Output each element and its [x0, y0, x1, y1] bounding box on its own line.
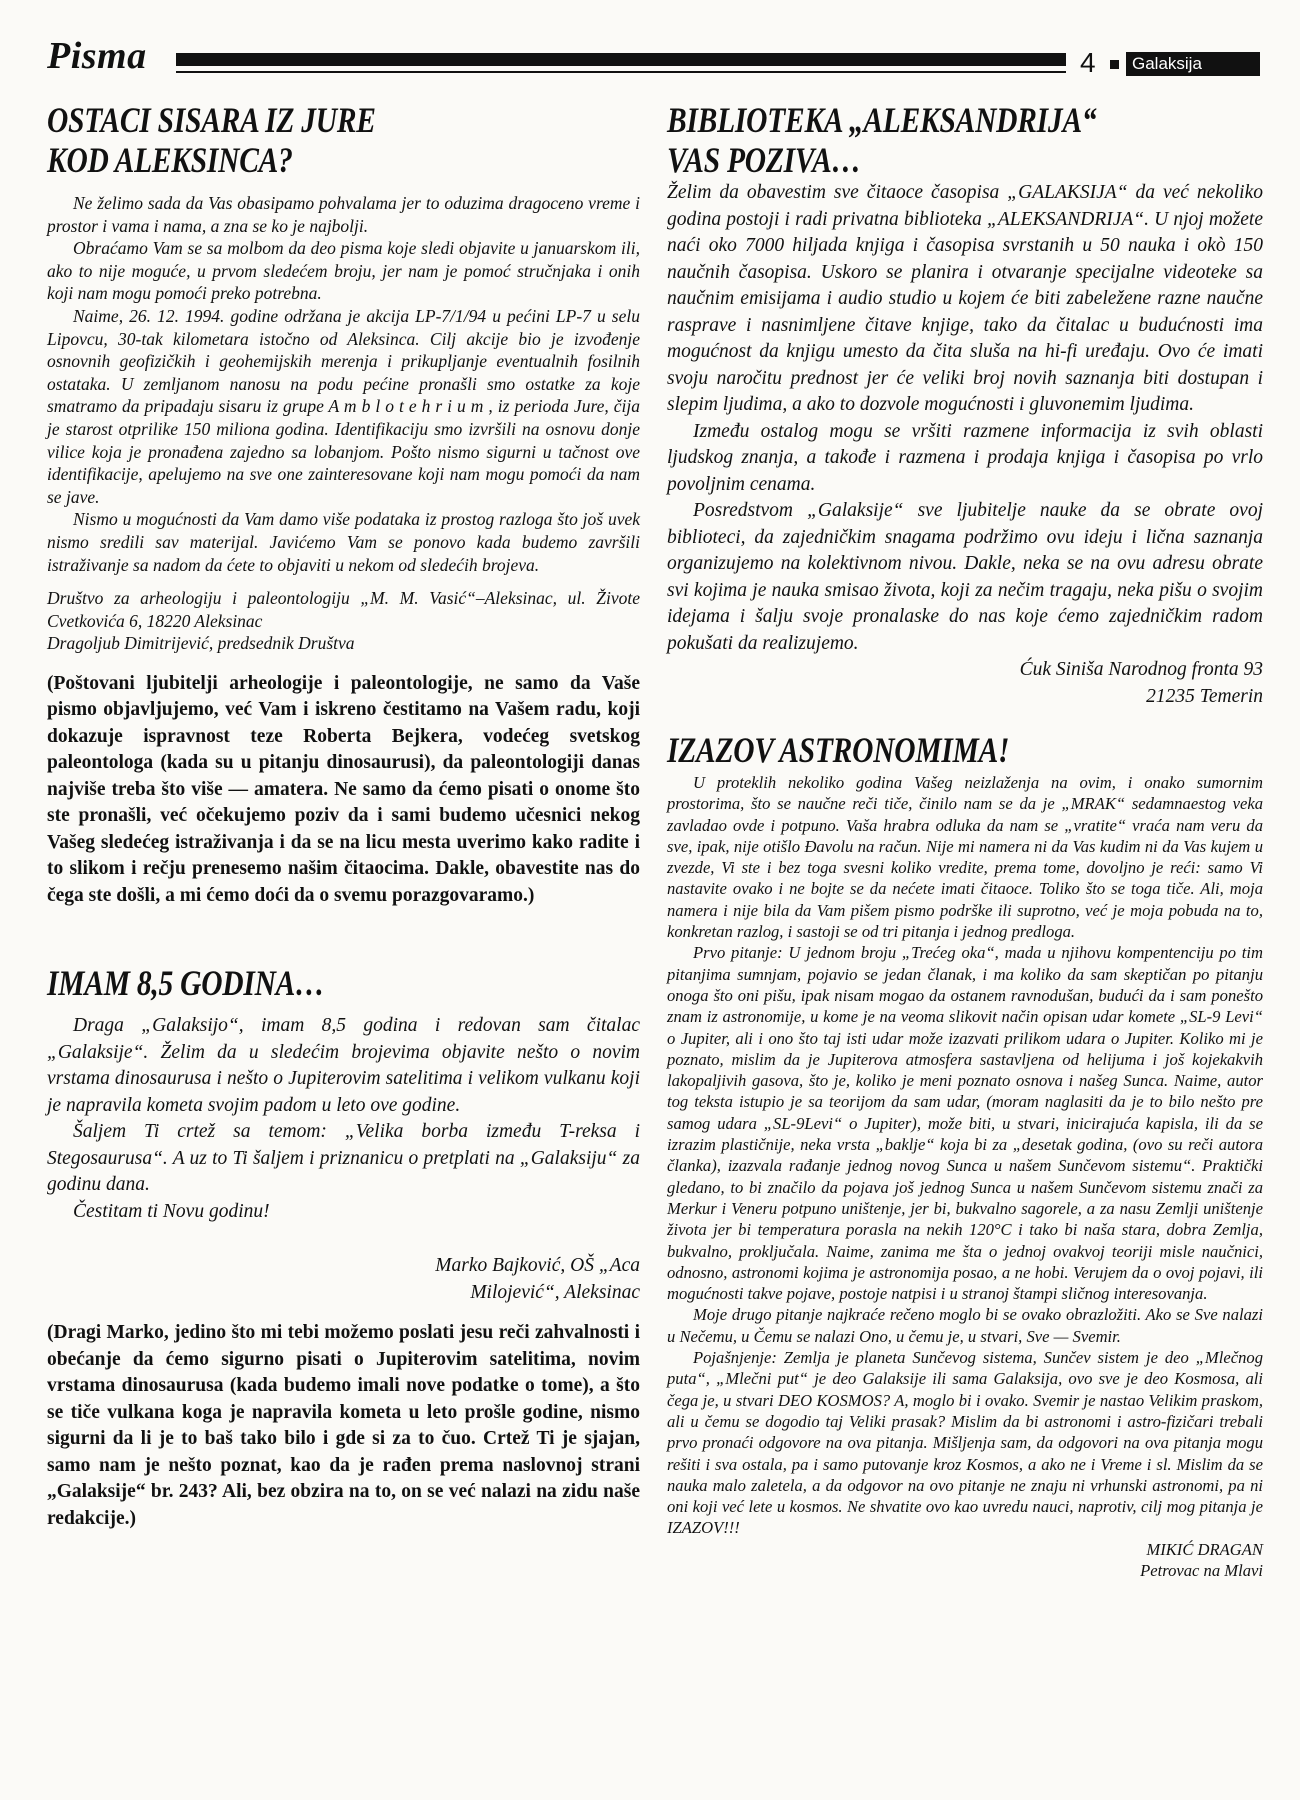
- signature-line2: Petrovac na Mlavi: [1140, 1560, 1263, 1580]
- signature-society: Društvo za arheologiju i paleontologiju „M. M. Vasić“–Aleksinac, ul. Živote Cvetkovića 6, 18220 Aleksinac: [47, 588, 640, 631]
- paragraph: Posredstvom „Galaksije“ sve ljubitelje nauke da se obrate ovoj biblioteci, da zajedničkim snagama podržimo ovu ideju i lična saznanja organizujemo na kolektivnom nivou. Dakle, neka se na ovu adresu obrate svi kojima je nauka smisao života, koji za nečim tragaju, neka pišu o svojim idejama i šalju svoje pronalaske do nas koje ćemo zajedničkim radom pokušati da realizujemo.: [667, 500, 1263, 654]
- article-title: IMAM 8,5 GODINA…: [47, 963, 325, 1004]
- left-column: [47, 100, 640, 1532]
- paragraph: Naime, 26. 12. 1994. godine održana je akcija LP-7/1/94 u pećini LP-7 u selu Lipovcu, 30-tak kilometara istočno od Aleksinca. Cilj akcije bio je izvođenje osnovnih geofizičkih i geohemijskih merenja i prikupljanje eventualnih fosilnih ostataka. U zemljanom nanosu na podu pećine pronašli smo ostatke za koje smatramo da pripadaju sisaru iz grupe A m b l o t e h r i u m , iz perioda Jure, čija je starost otprilike 150 miliona godina. Identifikaciju smo izvršili na osnovu donje vilice koja je pronađena zajedno sa lobanjom. Pošto nismo sigurni u tačnost ove identifikacije, apelujemo na sve one zainteresovane koji nam mogu pomoći da nam se jave.: [47, 305, 640, 507]
- header-rule-thin: [176, 71, 1066, 73]
- signature-line1: Ćuk Siniša Narodnog fronta 93: [1019, 659, 1263, 680]
- paragraph: Između ostalog mogu se vršiti razmene informacija iz svih oblasti ljudskog znanja, a takođe i razmena i prodaja knjiga i časopisa po vrlo povoljnim cenama.: [667, 420, 1263, 495]
- article-title-line2: KOD ALEKSINCA?: [47, 140, 293, 180]
- paragraph: Čestitam ti Novu godinu!: [73, 1200, 270, 1222]
- signature-line1: MIKIĆ DRAGAN: [1146, 1539, 1263, 1559]
- bullet-square: [1110, 60, 1119, 69]
- article-biblioteka: [667, 100, 1263, 710]
- letter-body: [667, 180, 1263, 657]
- article-title: IZAZOV ASTRONOMIMA!: [667, 730, 1010, 770]
- paragraph: Draga „Galaksijo“, imam 8,5 godina i redovan sam čitalac „Galaksije“. Želim da u sledećim brojevima objavite nešto o novim vrstama dinosaurusa i nešto o Jupiterovim satelitima i velikom vulkanu koji je napravila kometa svojim padom u leto ove godine.: [47, 1015, 640, 1116]
- article-izazov: [667, 730, 1263, 1581]
- letter-signature: [47, 1253, 640, 1306]
- article-title-line1: OSTACI SISARA IZ JURE: [47, 100, 376, 140]
- header-rule: [176, 53, 1066, 66]
- signature-line2: 21235 Temerin: [1146, 685, 1263, 707]
- article-title: [667, 100, 1263, 180]
- letter-body: [47, 1013, 640, 1225]
- paragraph: Ne želimo sada da Vas obasipamo pohvalama jer to oduzima dragoceno vreme i prostor i vama i nama, a zna se ko je najbolji.: [47, 193, 640, 236]
- section-title: Pisma: [47, 35, 147, 77]
- right-column: [667, 100, 1263, 1581]
- article-title-line2: VAS POZIVA…: [667, 140, 861, 180]
- signature-line2: Milojević“, Aleksinac: [470, 1281, 640, 1303]
- article-title-line1: BIBLIOTEKA „ALEKSANDRIJA“: [667, 100, 1097, 140]
- paragraph: Moje drugo pitanje najkraće rečeno moglo bi se ovako obrazložiti. Ako se Sve nalazi u Nečemu, u Čemu se nalazi Ono, u čemu je, u stvari, Sve — Svemir.: [667, 1305, 1263, 1346]
- editorial-reply: (Dragi Marko, jedino što mi tebi možemo poslati jesu reči zahvalnosti i obećanje da ćemo sigurno pisati o Jupiterovim satelitima, novim vrstama dinosaurusa (kada budemo imali nove podatke o tome), a što se tiče vulkana koga je napravila kometa u leto prošle godine, nismo sigurni da li je to baš tako bilo i gde si za to čuo. Crtež Ti je sjajan, samo nam je nešto poznat, kao da je rađen prema naslovnoj strani „Galaksije“ br. 243? Ali, bez obzira na to, on se već nalazi na zidu naše redakcije.): [47, 1322, 640, 1529]
- article-imam-godina: [47, 963, 640, 1532]
- page-number: 4: [1080, 47, 1096, 78]
- signature-person: Dragoljub Dimitrijević, predsednik Društva: [47, 633, 355, 654]
- letter-signature: [667, 657, 1263, 710]
- paragraph: Nismo u mogućnosti da Vam damo više podataka iz prostog razloga što još uvek nismo sredili sav materijal. Javićemo Vam se ponovo kada budemo završili istraživanje sa nadom da ćete to objaviti u nekom od sledećih brojeva.: [47, 509, 640, 575]
- magazine-brand: Galaksija: [1126, 52, 1260, 76]
- article-ostaci-sisara: [47, 100, 640, 909]
- paragraph: Obraćamo Vam se sa molbom da deo pisma koje sledi objavite u januarskom ili, ako to nije moguće, u prvom sledećem broju, jer nam je pomoć stručnjaka i onih koji nam mogu pomoći preko potrebna.: [47, 238, 640, 304]
- paragraph: U proteklih nekoliko godina Vašeg neizlaženja na ovim, i onako sumornim prostorima, što se naučne reči tiče, činilo nam se da je „MRAK“ sedamnaestog veka zavladao ovde i potpuno. Vaša hrabra odluka da nam se „vratite“ vraća nam veru da sve, ipak, nije otišlo Đavolu na račun. Nije mi namera ni da Vas kudim ni da Vas kujem u zvezde, Vi ste i bez toga svesni koliko vredite, prema tome, dovoljno je reći: samo Vi nastavite ovako i ne bojte se da nećete imati čitaoce. Toliko što se toga tiče. Ali, moja namera i nije bila da Vam pišem pismo podrške ili suprotno, već je moja pobuda na to, konkretan razlog, i sastoji se od tri pitanja i jednog predloga.: [667, 773, 1263, 942]
- letter-body: [47, 192, 640, 576]
- letter-signature: [47, 587, 640, 655]
- editorial-reply: (Poštovani ljubitelji arheologije i paleontologije, ne samo da Vaše pismo objavljujemo, već Vam i iskreno čestitamo na Vašem radu, koji dokazuje ispravnost teze Roberta Bejkera, vodećeg svetskog paleontologa (kada su u pitanju dinosaurusi), da paleontologiji danas najviše treba što više — amatera. Ne samo da ćemo pisati o onome što ste pronašli, već očekujemo poziv da i sami budemo učesnici nekog Vašeg sledećeg istraživanja i da se na licu mesta uverimo kako radite i to slikom i rečju prenesemo našim čitaocima. Dakle, obavestite nas do čega ste došli, a mi ćemo doći da o svemu porazgovaramo.): [47, 672, 640, 906]
- signature-line1: Marko Bajković, OŠ „Aca: [435, 1255, 640, 1277]
- paragraph: Šaljem Ti crtež sa temom: „Velika borba između T-reksa i Stegosaurusa“. A uz to Ti šaljem i priznanicu o pretplati na „Galaksiju“ za godinu dana.: [47, 1121, 640, 1196]
- letter-body: [667, 772, 1263, 1539]
- letter-signature: [667, 1539, 1263, 1582]
- article-title: [47, 100, 640, 180]
- paragraph: Prvo pitanje: U jednom broju „Trećeg oka“, mada u njihovu kompentenciju po tim pitanjima sumnjam, pojavio se jedan članak, i ma koliko da sam skeptičan po pitanju onoga što oni pišu, ipak nisam mogao da ostanem ravnodušan, budući da i sam ponešto znam iz astronomije, u kome je na veoma slikovit način opisan udar komete „SL-9 Levi“ o Jupiter, ali i ono što taj isti udar može izazvati prilikom udara o Jupiter. Koliko mi je poznato, mislim da je Jupiterova atmosfera sastavljena od helijuma i još kojekakvih lakopaljivih gasova, što je, koliko je meni poznato osnova i našeg Sunca. Naime, autor tog teksta istupio je sa teorijom da sam udar, (moram naglasiti da je to bilo nešto pre samog udara „SL-9Levi“ o Jupiter), može biti, u stvari, inicirajuća kapisla, ili da se izrazim plastičnije, neka vrsta „baklje“ koja bi za „desetak godina, (ovo su reči autora članka), izazvala rađanje jednog novog Sunca u našem Sunčevom sistemu“. Praktički gledano, to bi značilo da pojava još jednog Sunca u našem Sunčevom sistemu znači za Merkur i Veneru potpuno uništenje, jer bi, bukvalno sagorele, a za nasu Zemlji uništenje života jer bi temperatura porasla na nekih 120°C i tako bi naša stara, dobra Zemlja, bukvalno, proključala. Naime, zanima me šta o jednoj ovakvoj teoriji misle naučnici, odnosno, astronomi kojima je astronomija posao, a ne hobi. Verujem da o ovoj pojavi, ili mogućnosti takve pojave, postoje natpisi i u stranoj štampi sličnog interesovanja.: [667, 943, 1263, 1304]
- paragraph: Želim da obavestim sve čitaoce časopisa „GALAKSIJA“ da već nekoliko godina postoji i radi privatna biblioteka „ALEKSANDRIJA“. U njoj možete naći oko 7000 hiljada knjiga i časopisa svrstanih u 50 nauka i okò 150 naučnih časopisa. Uskoro se planira i otvaranje specijalne videoteke sa naučnim emisijama i audio studio u kojem će biti zabeležene razne naučne rasprave i nasnimljene čitave knjige, tako da čitalac u budućnosti ima mogućnost da knjigu umesto da čita sluša na hi-fi uređaju. Ovo će imati svoju naročitu prednost jer će veliki broj novih saznanja biti dostupan i slepim ljudima, a ako to dozvole mogućnosti i gluvonemim ljudima.: [667, 182, 1263, 415]
- paragraph: Pojašnjenje: Zemlja je planeta Sunčevog sistema, Sunčev sistem je deo „Mlečnog puta“, „Mlečni put“ je deo Galaksije ili sama Galaksija, ovo sve je deo Kosmosa, ali čega je, u stvari DEO KOSMOS? A, moglo bi i ovako. Svemir je nastao Velikim praskom, ali u čemu se dogodio taj Veliki prasak? Mislim da bi astronomi i astro-fizičari trebali prvo pronaći odgovore na ova pitanja. Mišljenja sam, da odgovori na ova pitanja mogu rešiti i sva ostala, pa i samo putovanje kroz Kosmos, a ako ne i Vreme i sl. Mislim da se nauka malo zaletela, a da odgovor na ovo pitanje ne znaju ni vrhunski astronomi, pa ni oni koji već lete u kosmos. Ne shvatite ovo kao uvredu nauci, naprotiv, cilj mog pitanja je IZAZOV!!!: [667, 1348, 1263, 1538]
